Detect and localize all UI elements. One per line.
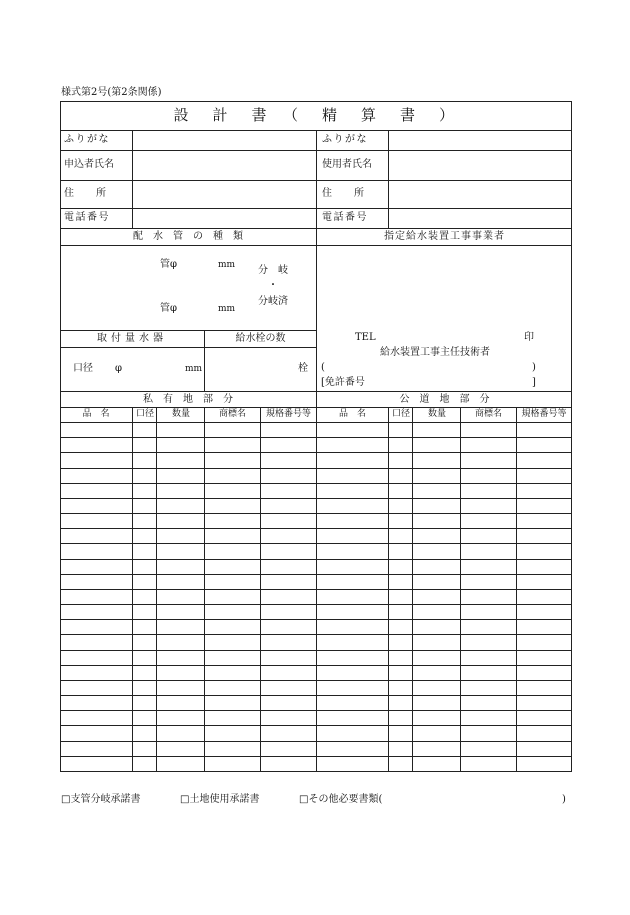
contractor-header: 指定給水装置工事事業者 — [384, 231, 505, 242]
tel-label: TEL — [355, 332, 376, 343]
frame-top — [60, 101, 572, 102]
col-brand-public: 商標名 — [474, 409, 502, 419]
col-spec-public: 規格番号等 — [521, 409, 567, 419]
col-caliber-public: 口径 — [391, 409, 410, 419]
user-furigana-label: ふりがな — [322, 134, 368, 145]
applicant-name-label: 申込者氏名 — [64, 159, 114, 170]
footer-close-paren: ) — [562, 794, 566, 805]
applicant-address-label: 住 所 — [64, 188, 112, 199]
chief-engineer-label: 給水装置工事主任技術者 — [380, 347, 490, 358]
form-title: 設 計 書 （ 精 算 書 ） — [173, 106, 459, 124]
hydrant-unit: 栓 — [298, 363, 308, 374]
public-section-header: 公 道 地 部 分 — [399, 394, 490, 405]
user-furigana-field[interactable] — [390, 131, 570, 149]
footer-land-consent: □土地使用承諾書 — [180, 794, 260, 805]
seal-label: 印 — [524, 332, 534, 343]
col-name-private: 品 名 — [82, 409, 110, 419]
table-column-line — [412, 407, 413, 771]
applicant-furigana-field[interactable] — [134, 131, 315, 149]
applicant-address-field[interactable] — [134, 181, 315, 207]
col-qty-public: 数量 — [427, 409, 446, 419]
branched-label: 分岐済 — [258, 296, 288, 307]
col-spec-private: 規格番号等 — [265, 409, 311, 419]
table-column-line — [388, 407, 389, 771]
rule — [60, 347, 316, 348]
user-name-label: 使用者氏名 — [322, 159, 372, 170]
table-column-line — [516, 407, 517, 771]
table-column-line — [204, 407, 205, 771]
user-address-field[interactable] — [390, 181, 570, 207]
table-column-line — [132, 407, 133, 771]
applicant-phone-field[interactable] — [134, 209, 315, 227]
dot-separator: ・ — [268, 280, 278, 291]
user-phone-field[interactable] — [390, 209, 570, 227]
applicant-name-field[interactable] — [134, 151, 315, 179]
user-phone-label: 電話番号 — [322, 212, 368, 223]
meter-phi: φ — [115, 363, 123, 374]
applicant-furigana-label: ふりがな — [64, 134, 110, 145]
pipe1-unit: mm — [218, 260, 236, 270]
col-caliber-private: 口径 — [135, 409, 154, 419]
table-column-line — [316, 407, 317, 771]
applicant-phone-label: 電話番号 — [64, 212, 110, 223]
table-column-line — [460, 407, 461, 771]
col-qty-private: 数量 — [171, 409, 190, 419]
hydrant-header: 給水栓の数 — [235, 333, 286, 344]
meter-unit: mm — [185, 364, 203, 374]
user-address-label: 住 所 — [322, 188, 370, 199]
rule — [388, 130, 389, 228]
pipe-type-header: 配 水 管 の 種 類 — [133, 231, 243, 242]
footer-other-documents: □その他必要書類( — [299, 794, 383, 805]
license-label: [免許番号 — [321, 377, 365, 388]
footer-branch-consent: □支管分岐承諾書 — [61, 794, 141, 805]
pipe2-unit: mm — [218, 304, 236, 314]
frame-bottom — [60, 771, 572, 772]
user-name-field[interactable] — [390, 151, 570, 179]
paren-close: ) — [532, 362, 536, 373]
pipe1-label: 管φ — [160, 259, 178, 270]
col-brand-private: 商標名 — [218, 409, 246, 419]
meter-header: 取付量水器 — [97, 333, 167, 344]
col-name-public: 品 名 — [338, 409, 366, 419]
table-column-line — [156, 407, 157, 771]
rule — [316, 130, 317, 407]
rule — [60, 330, 316, 331]
table-column-line — [260, 407, 261, 771]
license-close: ] — [532, 377, 536, 388]
paren-open: ( — [321, 362, 325, 373]
rule — [132, 130, 133, 228]
pipe2-label: 管φ — [160, 303, 178, 314]
meter-caliber-label: 口径 — [73, 363, 93, 374]
form-number: 様式第2号(第2条関係) — [61, 87, 162, 98]
private-section-header: 私 有 地 部 分 — [143, 394, 233, 405]
branch-label: 分 岐 — [258, 265, 288, 276]
